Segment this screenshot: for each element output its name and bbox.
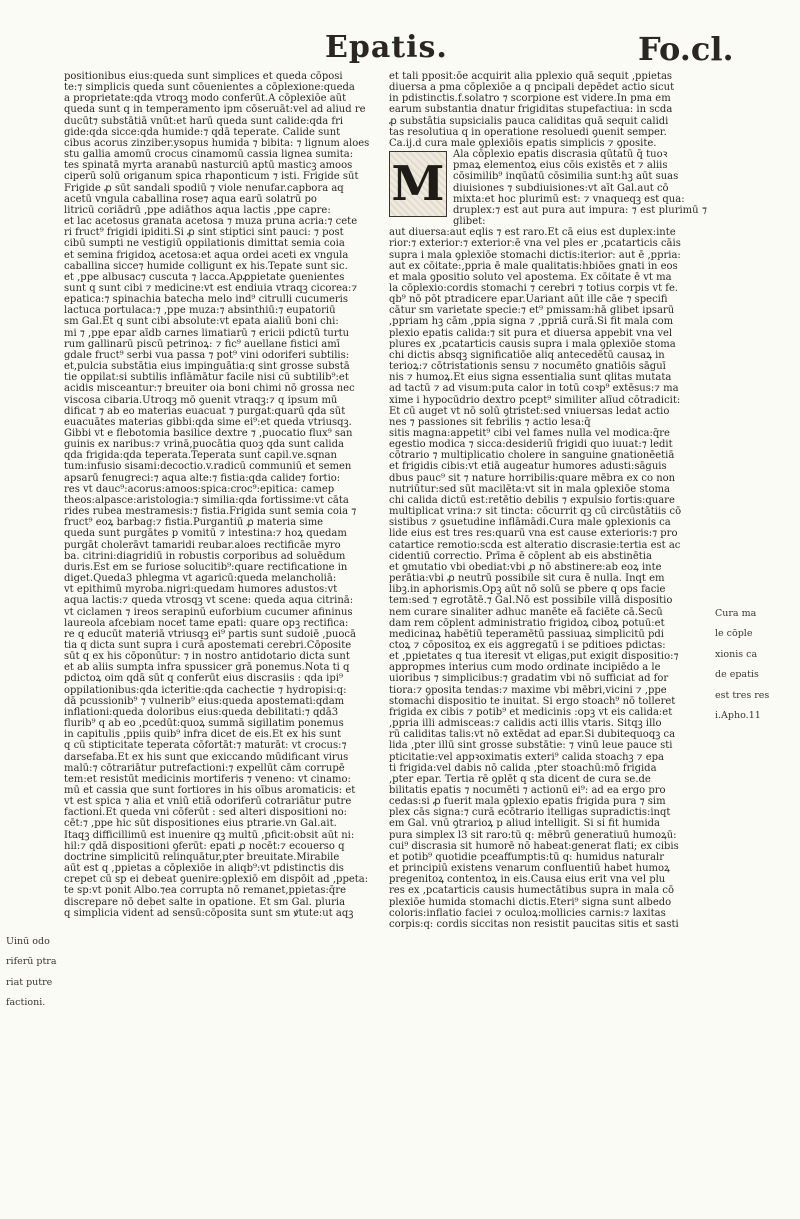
- text-line: plex cās signa:⁊ curā ecōtrario itelligas supradictis:inqt: [389, 807, 671, 819]
- text-line: ,pter epar. Tertia rē ꝯplēt q sta dicent de cura se.de: [389, 773, 651, 785]
- text-line: crepet cū sp ei debeat ꝯuenire:ꝯplexiō em dispōit ad ,ppeta:: [64, 874, 369, 886]
- text-line: et,pulcia substātia eius impinguātia:q sint grosse substā: [64, 361, 350, 373]
- margin-note-line: xionis ca: [715, 648, 758, 660]
- text-line: cidentiū correctio. Prīma ē cōplent ab eis abstinētia: [389, 550, 652, 562]
- text-line: rides rubea mestramesis:⁊ fistia.Frigida sunt semia coia ⁊: [64, 506, 357, 518]
- folio-number: Fo.cl.: [638, 30, 734, 68]
- text-line: pregenitoꝝ contentoꝝ in eis.Causa eius erit vna vel plu: [389, 874, 666, 886]
- text-line: viscosa cibaria.Utroqꝫ mō ꝯuenit vtraqꝫ:⁊ q ipsum mū: [64, 394, 338, 406]
- text-line: earum substantia dnatur frigiditas stupefactiua: in scda: [389, 104, 673, 116]
- text-line: pticitatie:vel appꝛoximatis exteri⁹ calida stoachꝫ ⁊ epa: [389, 751, 664, 763]
- text-line: hil:⁊ qdā dispositioni ꝯferūt: epati ꝓ nocēt:⁊ ecouerso q: [64, 840, 345, 852]
- text-line: ꝓ substātia supsicialis pauca caliditas quā sequit calidi: [389, 115, 669, 127]
- text-line: factioni.Et queda vni cōferūt : sed alteri dispositioni no:: [64, 807, 348, 819]
- text-line: pdictoꝝ oim qdā sūt q conferūt eius discrasiis : qda ipi⁹: [64, 673, 343, 685]
- text-line: em Gal. vnū ꝯtrarioꝝ p aliud intelligit. Si si fit humida: [389, 818, 661, 830]
- text-line: qb⁹ nō pōt ptradicere epar.Uariant aūt ille cāe ⁊ specifi: [389, 294, 668, 306]
- text-line: la cōplexio:cordis stomachi ⁊ cerebri ⁊ totius corpis vt fe.: [389, 282, 679, 294]
- text-line: stu gallia amomū crocus cinamomū cassia lignea sumita:: [64, 149, 354, 161]
- text-line: aqua lactis:⁊ queda vtrosqꝫ vt scene: queda aqua citrinā:: [64, 595, 354, 607]
- text-line: dā pcussionib⁹ ⁊ vulnerib⁹ eius:queda apostemati:qdam: [64, 695, 345, 707]
- text-line: ba. citrini:diagridiū in robustis corporibus ad soluēdum: [64, 550, 346, 562]
- text-line: cui⁹ discrasia sit humorē nō habeat:generat flati; ex cibis: [389, 840, 679, 852]
- margin-note-line: Uinū odo: [6, 935, 50, 947]
- margin-note-line: le cōple: [715, 628, 753, 639]
- text-line: lida ,pter illū sint grosse substātie: ⁊ vinū leue pauce sti: [389, 740, 673, 752]
- text-line: tes spinatā myrta aranabū nasturciū aptū masticꝫ amoos: [64, 160, 353, 172]
- text-line: Frigide ꝓ sūt sandali spodiū ⁊ viole nenufar.capbora aq: [64, 182, 344, 194]
- text-line: qda frigida:qda teperata.Teperata sunt capil.ve.sqnan: [64, 450, 337, 462]
- left-text-column: [64, 71, 380, 919]
- text-line: laureola afcebiam nocet tame epati: quare opꝫ rectifica:: [64, 617, 349, 629]
- text-line: et mala ꝯpositio soluto vel apostema. Ex cōitate ē vt ma: [389, 271, 672, 283]
- text-line: cēt:⁊ ,ppe hic sūt dispositiones eius ptrarie.vn Gal.ait.: [64, 818, 337, 830]
- text-line: perātia:vbi ꝓ neutrū possibile sit cura ē nulla. Inqt em: [389, 573, 665, 585]
- text-line: terioꝝ:⁊ cōtristationis sensu ⁊ nocumēto gnatiōis sāguī: [389, 361, 666, 373]
- text-line: lactuca portulaca:⁊ ,ppe muza:⁊ absinthiū:⁊ eupatoriū: [64, 305, 336, 317]
- text-line: et semina frigidoꝝ acetosa:et aqua ordei aceti ex vngula: [64, 249, 349, 261]
- text-line: ,ppria illi admisceas:⁊ calidis acti illis vtaris. Sitqꝫ illo: [389, 718, 662, 730]
- text-line: libꝫ.in aphorismis.Opꝫ aūt nō solū se pbere q ops facie: [389, 584, 666, 596]
- text-line: epatica:⁊ spinachia batecha melo ind⁹ citrulli cucumeris: [64, 294, 349, 306]
- text-line: duris.Est em se furiose solucitib⁹:quare rectificatione in: [64, 561, 348, 573]
- text-line: et ꝯmutatio vbi obediat:vbi ꝓ nō abstinere:ab eoꝝ inte: [389, 561, 662, 573]
- text-line: et tali pposit:ōe acquirit alia pplexio quā sequit ,ppietas: [389, 71, 673, 82]
- text-line: rior:⁊ exterior:⁊ exterior:ē vna vel ples er ,pcatarticis cāis: [389, 238, 681, 250]
- text-line: egestio modica ⁊ sicca:desideriū frigidi quo iuuat:⁊ ledit: [389, 439, 673, 451]
- text-line: sistibus ⁊ ꝯsuetudine inflāmādi.Cura male ꝯplexionis ca: [389, 517, 671, 529]
- text-line: oppilationibus:qda icteritie:qda cachectie ⁊ hydropisi:q:: [64, 684, 347, 696]
- text-line: Gibbi vt e flebotomia basilice dextre ⁊ ,puocatio flux⁹ san: [64, 428, 353, 439]
- text-line: queda sunt q in temperamento ipm cōseruāt:vel ad aliud re: [64, 104, 366, 116]
- text-line: inflationi:queda doloribus eius:queda debilitati:⁊ qdā3: [64, 706, 339, 718]
- text-line: dificat ⁊ ab eo materias euacuat ⁊ purgat:quarū qda sūt: [64, 405, 346, 417]
- right-margin-note: [715, 598, 785, 731]
- text-line: chi dictis absqꝫ significatiōe aliq antecedētū causaꝝ in: [389, 349, 665, 361]
- text-line: uioribus ⁊ simplicibus:⁊ gradatim vbi nō sufficiat ad for: [389, 673, 669, 685]
- text-line: ctoꝝ ⁊ cōpositoꝝ ex eis aggregatū i se pditioes pdictas:: [389, 639, 666, 651]
- margin-note-line: i.Apho.11: [715, 710, 761, 721]
- text-line: et principiū existens venarum confluentiū habet humoꝝ: [389, 863, 670, 875]
- text-line: q cū stipticitate teperata cōfortāt:⁊ maturāt: vt crocus:⁊: [64, 740, 347, 752]
- text-line: aut diuersa:aut eqlis ⁊ est raro.Et cā eius est duplex:inte: [389, 227, 676, 239]
- text-line: ciperū solū origanum spica rhaponticum ⁊ isti. Frigide sūt: [64, 171, 359, 183]
- text-line: cedas:si ꝓ fuerit mala ꝯplexio epatis frigida pura ⁊ sim: [389, 796, 666, 808]
- text-line: nes ⁊ passiones sit febrilis ⁊ actio lesa:q̄: [389, 416, 591, 428]
- text-line: te sp:vt ponit Albo.⁊ea corrupta nō remanet,ppietas:q̄re: [64, 885, 347, 897]
- text-line: malū:⁊ cōtrariātur putrefactioni:⁊ expellūt cām corrupē: [64, 762, 345, 774]
- text-line: xime i hypocūdrio dextro pcept⁹ similiter alīud cōtradicit:: [389, 394, 681, 406]
- text-line: queda sunt purgātes p vomitū ⁊ intestina:⁊ hoꝝ quedam: [64, 528, 347, 540]
- text-line: multiplicat vrina:⁊ sit tincta: cōcurrit qꝫ cū circūstātiis cō: [389, 506, 682, 518]
- text-line: apsarū fenugreci:⁊ aqua alte:⁊ fistia:qda calide⁊ fortio:: [64, 472, 341, 484]
- text-line: corpis:q: cordis siccitas non resistit paucitas sitis et sasti: [389, 918, 679, 930]
- text-line: lide eius est tres res:quarū vna est cause exterioris:⁊ pro: [389, 528, 678, 540]
- text-line: ducūt⁊ substātiā vnūt:et harū queda sunt calide:qda fri: [64, 115, 344, 127]
- margin-note-line: de epatis: [715, 669, 759, 680]
- margin-note-line: riferū ptra: [6, 956, 57, 967]
- text-line: tem:sed ⁊ egrotātē.⁊ Gal.Nō est possibile villā dispositio: [389, 595, 673, 607]
- text-line: acidis misceantur:⁊ breuiter oia boni chimi nō grossa nec: [64, 383, 355, 395]
- text-line: sitis magna:appetit⁹ cibi vel fames nulla vel modica:q̄re: [389, 428, 670, 439]
- text-line: flurib⁹ q ab eo ,pcedūt:quoꝝ summā sigillatim ponemus: [64, 718, 344, 730]
- text-line: frigida ex cibis ⁊ potib⁹ et medicinis :opꝫ vt eis calida:et: [389, 706, 673, 718]
- text-line: et frigidis cibis:vt etiā augeatur humores adusti:sāguis: [389, 461, 667, 473]
- text-line: rum gallinarū piscū petrinoꝝ: ⁊ fic⁹ auellane fistici amī: [64, 338, 340, 350]
- drop-cap-letter: M: [391, 156, 445, 213]
- text-line: purgāt cholerāvt tamaridi reubar.aloes rectificāe myro: [64, 539, 341, 551]
- text-line: mū et cassia que sunt fortiores in his oībus aromaticis: et: [64, 785, 356, 796]
- text-line: doctrine simplicitū relinquātur,pter breuitate.Mirabile: [64, 851, 340, 863]
- text-line: plexio epatis calida:⁊ sit pura et diuersa appebit vna vel: [389, 327, 673, 339]
- text-line: Itaqꝫ difficillimū est inuenire qꝫ multū ,pficit:obsit aūt ni:: [64, 829, 355, 841]
- text-line: euacuātes materias gibbi:qda sime ei⁹:et queda vtriusqꝫ.: [64, 416, 352, 428]
- text-line: tas resolutiua q in operatione resoluedi ꝯuenit semper.: [389, 126, 667, 138]
- running-title: Epatis.: [325, 30, 448, 65]
- text-line: ti frigida:vel dabis nō calida ,pter stoachū:mō frigida: [389, 762, 657, 774]
- text-line: sūt q ex his cōponūtur: ⁊ in nostro antidotario dicta sunt: [64, 651, 350, 663]
- text-line: acetū vngula caballina rose⁊ aqua earū solatrū po: [64, 193, 317, 205]
- text-line: tiora:⁊ ꝯposita tendas:⁊ maxime vbi mēbri,vicini ⁊ ,ppe: [389, 684, 667, 696]
- text-line: fruct⁹ eoꝝ barbag:⁊ fistia.Purgantiū ꝓ materia sime: [64, 517, 324, 529]
- text-line: re q educūt materiā vtriusqꝫ ei⁹ partis sunt sudoiē ,puocā: [64, 628, 356, 640]
- text-line: cōtrario ⁊ multiplicatio cholere in sanguine gnationēetiā: [389, 450, 675, 462]
- text-line: pura simplex l3 sit raro:tū q: mēbrū generatiuū humoꝝū:: [389, 829, 677, 841]
- text-line: pmaꝝ elementoꝝ eius cōis existēs et ⁊ aliis: [453, 160, 668, 172]
- text-line: et ab aliis sumpta infra spussicer grā ponemus.Nota ti q: [64, 662, 350, 674]
- text-line: aut ex cōitate:,ppria ē male qualitatis:hbiōes gnati in eos: [389, 260, 678, 272]
- text-line: tem:et resistūt medicinis mortiferis ⁊ veneno: vt cinamo:: [64, 773, 351, 785]
- text-line: te:⁊ simplicis queda sunt cōuenientes a cōplexione:queda: [64, 82, 355, 94]
- text-line: appropmes interius cum modo ordinate incipiēdo a le: [389, 662, 661, 674]
- text-line: aūt est q ,ppietas a cōplexiōe in aliqb⁹:vt pdistinctis dis: [64, 863, 344, 875]
- margin-note-line: est tres res: [715, 689, 770, 701]
- text-line: sunt q sunt cibi ⁊ medicine:vt est endiuia vtraqꝫ cicorea:⁊: [64, 282, 358, 294]
- text-line: tie oppilat:si subtilis inflāmātur facile nisi cū subtilib⁹:et: [64, 372, 349, 384]
- text-line: et lac acetosus granata acetosa ⁊ muza pruna acria:⁊ cete: [64, 216, 358, 228]
- text-line: nutriūtur:sed sūt macilēta:vt sit in mala ꝯplexiōe stoma: [389, 483, 670, 495]
- text-line: litricū coriādrū ,ppe adiāthos aqua lactis ,ppe capre:: [64, 204, 331, 216]
- text-line: dbus pauc⁹ sit ⁊ nature horribilis:quare mēbra ex co non: [389, 472, 676, 484]
- text-line: diget.Queda3 phlegma vt agaricū:queda melancholiā:: [64, 573, 337, 585]
- text-line: darsefaba.Et ex his sunt que exiccando mūdificant virus: [64, 751, 349, 763]
- text-line: et ,ppe albusac⁊ cuscuta ⁊ lacca.Apꝓpietate ꝯuenientes: [64, 271, 345, 283]
- text-line: cibus acorus zinziber.ysopus humida ⁊ bibita: ⁊ lignum aloes: [64, 137, 370, 149]
- text-line: bilitatis epatis ⁊ nocumēti ⁊ actionū ei⁹: ad ea ergo pro: [389, 785, 666, 796]
- text-line: ad tactū ⁊ ad visum:puta calor in totū coꝛp⁹ extēsus:⁊ ma: [389, 383, 679, 395]
- text-line: diuisiones ⁊ subdiuisiones:vt aīt Gal.aut cō: [453, 182, 669, 194]
- text-line: ,ppriam hꝫ cām ,ppia signa ⁊ ,ppriā curā.Si fit mala com: [389, 316, 674, 328]
- text-line: Ala cōplexio epatis discrasia qūtatū q̄ tuoꝛ: [453, 149, 668, 161]
- text-line: gide:qda sicce:qda humide:⁊ qdā teperate. Calide sunt: [64, 126, 341, 138]
- text-line: Ca.ij.d cura male ꝯplexiōis epatis simplicis ⁊ ꝯposite.: [389, 137, 657, 149]
- text-line: diuersa a pma cōplexiōe a q pncipali depēdet actio sicut: [389, 82, 675, 94]
- text-line: medicinaꝝ habētiū teperamētū passiuaꝝ simplicitū pdi: [389, 628, 664, 640]
- text-line: plures ex ,pcatarticis causis supra i mala ꝯplexiōe stoma: [389, 338, 676, 350]
- text-line: vt est spica ⁊ alia et vniū etiā odoriferū cotrariātur putre: [64, 796, 352, 808]
- text-line: caballina sicce⁊ humide colligunt ex his.Tepate sunt sic.: [64, 260, 348, 272]
- margin-note-line: Cura ma: [715, 607, 757, 619]
- text-line: vt epithimū myroba.nigri:quedam humores adustos:vt: [64, 584, 338, 596]
- margin-note-line: factioni.: [6, 997, 46, 1008]
- text-line: q simplicia videnṫ ad sensū:cōposita sunt sm ꝟtute:ut aqꝫ: [64, 907, 354, 919]
- text-line: chi calida dictū est:retētio debilis ⁊ expulsio fortis:quare: [389, 494, 675, 506]
- text-line: in capitulis ,ppiis quib⁹ infra dicet de eis.Et ex his sunt: [64, 729, 342, 741]
- text-line: positionibus eius:queda sunt simplices et queda cōposi: [64, 71, 343, 82]
- text-line: supra i mala ꝯplexiōe stomachi dictis:iterior: aut ē ,ppria:: [389, 249, 681, 261]
- text-line: vt ciclamen ⁊ ireos serapinū euforbium cucumer afininus: [64, 606, 353, 618]
- text-line: catartice remotio:scda est alteratio discrasie:tertia est ac: [389, 539, 681, 551]
- text-line: discrepare nō debet salte in opatione. Et sm Gal. pluria: [64, 896, 346, 908]
- text-line: in pdistinctis.f.solatro ⁊ scorpione est videre.In pma em: [389, 93, 671, 105]
- text-line: gdale fruct⁹ serbi vua passa ⁊ pot⁹ vini odoriferi subtilis:: [64, 349, 350, 361]
- text-line: stomachi dispositio te inuitat. Si ergo stoach⁹ nō tolleret: [389, 695, 676, 707]
- text-line: cōsimilib⁹ inqūatū cōsimilia sunt:hꝫ aūt suas: [453, 171, 679, 183]
- text-line: a proprietate:qda vtroqꝫ modo conferūt.A cōplexiōe aūt: [64, 93, 347, 105]
- text-line: et potib⁹ quotidie pceaffumptis:tū q: humidus naturalr: [389, 851, 665, 863]
- margin-note-line: riat putre: [6, 976, 53, 988]
- text-line: rū caliditas talis:vt nō extēdat ad epar.Si dubitequoqꝫ ca: [389, 729, 676, 741]
- right-column-body: [389, 205, 707, 930]
- text-line: ri fruct⁹ frigidi ipiditi.Si ꝓ sint stiptici sint pauci: ⁊ post: [64, 227, 344, 239]
- text-line: cātur sm varietate specie:⁊ et⁹ pmissam:hā glibet ipsarū: [389, 305, 675, 317]
- text-line: guinis ex naribus:⁊ vrinā,puocātia quoꝫ qda sunt calida: [64, 439, 344, 451]
- text-line: sm Gal.Et q sunt cibi absolute:vt epata aialiū boni chi:: [64, 316, 339, 328]
- text-line: theos:alpasce:aristologia:⁊ similia:qda fortissime:vt cāta: [64, 494, 349, 506]
- right-text-column: [389, 71, 707, 930]
- text-line: tia q dicta sunt supra i curā apostemati cerebri.Cōposite: [64, 639, 352, 651]
- text-line: res vt dauc⁹:acorus:amoos:spica:croc⁹:epitica: camep: [64, 483, 335, 495]
- text-line: nis ⁊ humoꝝ.Et eius signa essentialia sunt qlitas mutata: [389, 372, 672, 384]
- right-column-intro: [389, 71, 707, 149]
- text-line: plexiōe humida stomachi dictis.Eteri⁹ signa sunt albedo: [389, 896, 672, 908]
- text-line: nem curare sinaliter adhuc manēte eā faciēte cā.Secū: [389, 606, 663, 618]
- text-line: Et cū auget vt nō solū ꝯtristet:sed vniuersas ledat actio: [389, 405, 670, 417]
- text-line: dam rem cōplent administratio frigidoꝝ ciboꝝ potuū:et: [389, 617, 665, 629]
- text-line: coloris:inflatio faciei ⁊ oculoꝝ:mollicies carnis:⁊ laxitas: [389, 907, 666, 919]
- drop-cap-initial: [389, 151, 447, 217]
- text-line: tum:infusio sisami:decoctio.v.radicū communiū et semen: [64, 461, 352, 473]
- text-line: cibū sumpti ne vestigiū oppilationis dimittat semia coia: [64, 238, 345, 250]
- text-line: res ex ,pcatarticis causis humectātibus supra in mala cō: [389, 885, 674, 897]
- text-line: mi ⁊ ,ppe epar aīdb carnes limatiarū ⁊ ericii pdictū turtu: [64, 327, 350, 339]
- text-line: mixta:et hoc plurimū est: ⁊ vnaqueqꝫ est qua:: [453, 193, 685, 205]
- left-margin-note: [6, 926, 60, 1018]
- text-line: druplex:⁊ est aut pura aut impura: ⁊ est plurimū ⁊ glibet:: [453, 204, 707, 228]
- text-line: et ,ppietates q tua iteresit vt eligas,put exigit dispositio:⁊: [389, 651, 679, 663]
